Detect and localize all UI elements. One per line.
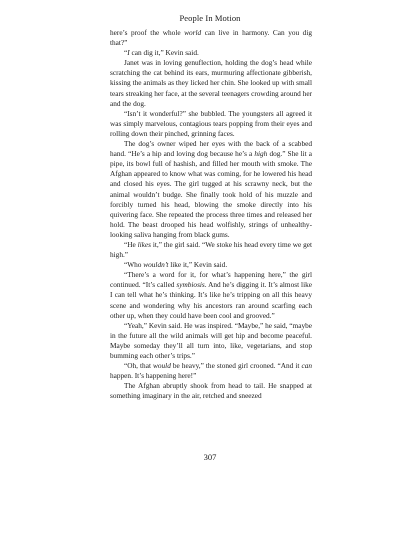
- italic-text: would: [153, 361, 171, 371]
- text-run: “Who: [124, 260, 144, 270]
- text-run: can live in harmony. Can you dig that?”: [110, 28, 312, 48]
- italic-text: world: [184, 28, 202, 37]
- text-run: here’s proof the whole: [110, 28, 185, 37]
- paragraph: [110, 381, 312, 401]
- text-run: can dig it,” Kevin said.: [129, 48, 199, 58]
- paragraph: [110, 260, 312, 270]
- text-run: . And he’s digging it. It’s almost like I can tell what he’s thinking. It’s like he’s tripping on all this heavy scene and wondering why his ancestors ran around scarfing each other up, when they could have been cool and grooved.”: [110, 280, 312, 320]
- paragraph: [110, 139, 312, 240]
- paragraph: [110, 270, 312, 320]
- text-run: “Yeah,” Kevin said. He was inspired. “Maybe,” he said, “maybe in the future all the wild animals will get hip and become peaceful. Maybe someday they’ll all turn into, like, vegetarians, and stop bumming each other’s trips.”: [110, 320, 312, 360]
- body-text: [110, 28, 312, 401]
- italic-text: can: [301, 361, 312, 371]
- page-number: 307: [203, 452, 217, 462]
- text-run: “: [124, 48, 128, 58]
- text-run: The Afghan abruptly shook from head to tail. He snapped at something imaginary in the air, retched and sneezed: [110, 381, 312, 401]
- italic-text: I: [127, 48, 130, 58]
- paragraph: [110, 321, 312, 361]
- paragraph: [110, 58, 312, 108]
- paragraph: [110, 28, 312, 48]
- paragraph: [110, 109, 312, 139]
- paragraph: [110, 240, 312, 260]
- italic-text: high: [254, 149, 268, 159]
- text-run: it,” the girl said. “We stoke his head every time we get high.”: [110, 239, 313, 260]
- italic-text: wouldn’t: [143, 260, 169, 270]
- paragraph: [110, 361, 312, 381]
- italic-text: symbiosis: [176, 280, 205, 290]
- text-run: be heavy,” the stoned girl crooned. “And it: [170, 361, 302, 371]
- running-head: People In Motion: [179, 13, 241, 23]
- text-run: “Isn’t it wonderful?” she bubbled. The youngsters all agreed it was simply marvelous, contagious tears popping from their eyes and rolling down their pinched, grinning faces.: [110, 108, 312, 138]
- italic-text: likes: [137, 239, 151, 249]
- text-run: like it,” Kevin said.: [168, 260, 228, 270]
- text-run: “Oh, that: [124, 361, 154, 371]
- text-run: dog.” She lit a pipe, its bowl full of hashish, and filled her mouth with smoke. The Afghan appeared to know what was coming, for he lowered his head and closed his eyes. The girl tugged at his scrawny neck, but the animal wouldn’t budge. She finally took hold of his muzzle and forcibly turned his head, blowing the smoke directly into his quivering face. She repeated the process three times and released her hold. The beast drooped his head wolfishly, strings of unhealthy-looking saliva hanging from black gums.: [110, 149, 312, 239]
- text-run: happen. It’s happening here!”: [110, 371, 197, 381]
- text-run: Janet was in loving genuflection, holding the dog’s head while scratching the cat behind its ears, murmuring affectionate gibberish, kissing the animals as they licked her chin. She looked up with small tears streaking her face, at the several teenagers crowding around her and the dog.: [110, 58, 312, 108]
- paragraph: [110, 48, 312, 58]
- text-run: “There’s a word for it, for what’s happening here,” the girl continued. “It’s called: [110, 270, 312, 290]
- text-run: The dog’s owner wiped her eyes with the back of a scabbed hand. “He’s a hip and loving dog because he’s a: [110, 139, 312, 159]
- text-run: “He: [124, 239, 138, 249]
